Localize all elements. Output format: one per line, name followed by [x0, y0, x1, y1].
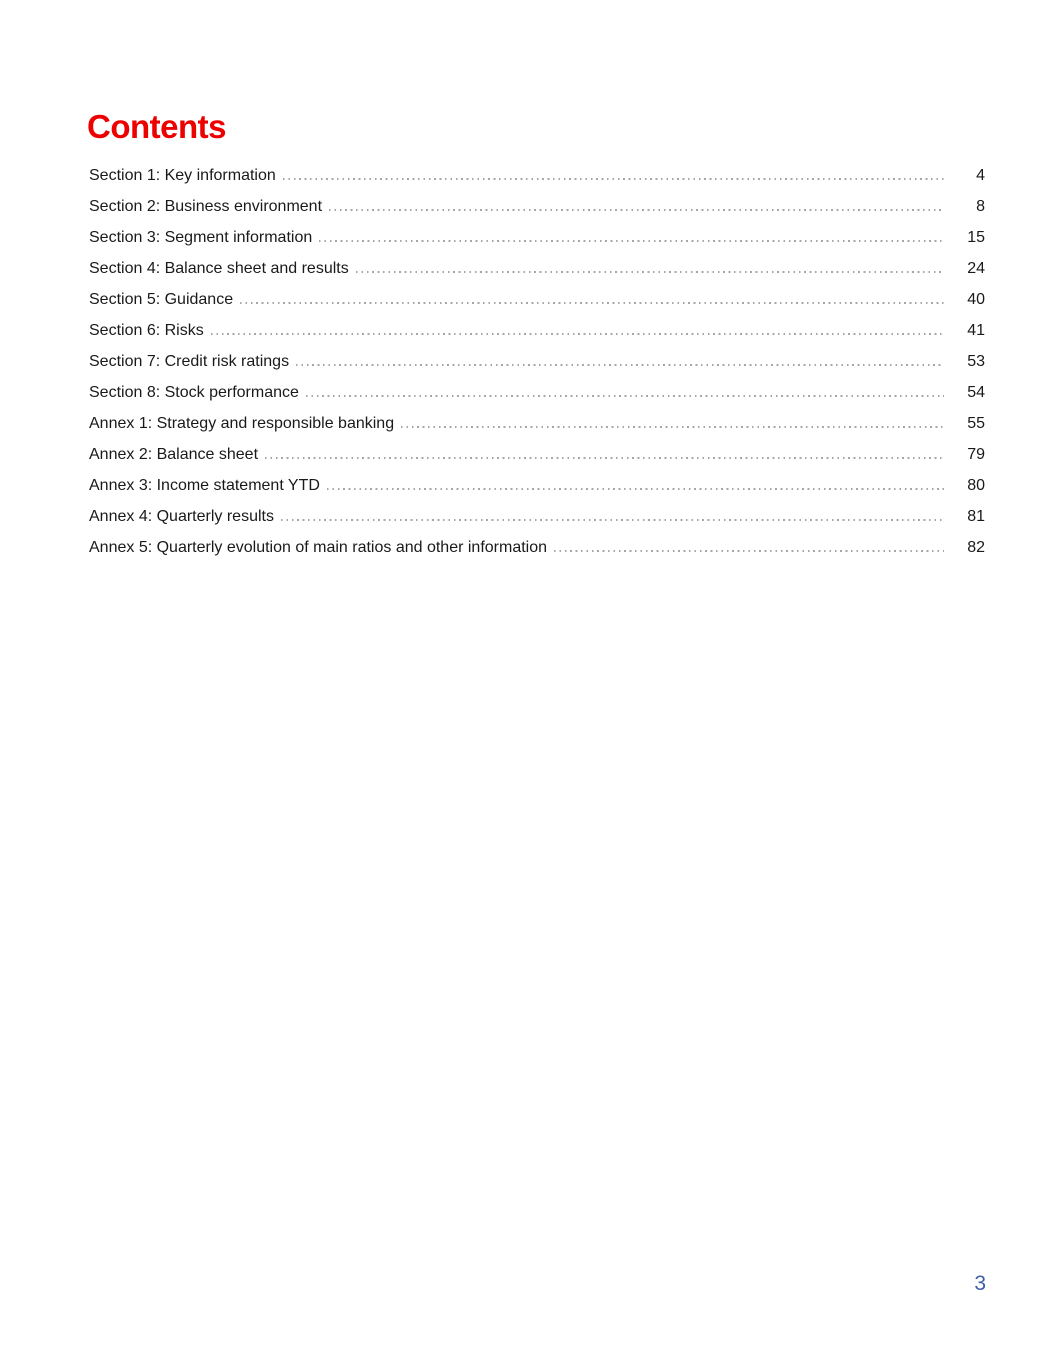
- toc-entry[interactable]: [89, 198, 985, 229]
- toc-entry-page: 81: [967, 508, 985, 525]
- toc-entry-label: Section 5: Guidance: [89, 291, 234, 308]
- toc-entry-label: Annex 5: Quarterly evolution of main ratios and other information: [89, 539, 548, 556]
- toc-entry-label: Annex 3: Income statement YTD: [89, 477, 320, 494]
- toc-entry-page: 24: [967, 260, 985, 277]
- toc-entry[interactable]: [89, 415, 985, 446]
- toc-entry-page: 54: [967, 384, 985, 401]
- toc-entry[interactable]: [89, 291, 985, 322]
- toc-entry-label: Section 1: Key information: [89, 167, 276, 184]
- table-of-contents: [89, 167, 985, 570]
- dot-leader: [401, 426, 944, 428]
- toc-entry[interactable]: [89, 260, 985, 291]
- dot-leader: [240, 302, 944, 304]
- toc-entry[interactable]: [89, 384, 985, 415]
- dot-leader: [327, 488, 944, 490]
- toc-entry-page: 55: [967, 415, 985, 432]
- toc-entry[interactable]: [89, 446, 985, 477]
- toc-entry-label: Section 7: Credit risk ratings: [89, 353, 290, 370]
- toc-entry[interactable]: [89, 508, 985, 539]
- toc-entry-label: Section 4: Balance sheet and results: [89, 260, 349, 277]
- toc-entry-label: Section 6: Risks: [89, 322, 204, 339]
- dot-leader: [356, 271, 944, 273]
- toc-entry-label: Annex 1: Strategy and responsible banking: [89, 415, 395, 432]
- toc-entry-label: Annex 2: Balance sheet: [89, 446, 259, 463]
- toc-entry-page: 41: [967, 322, 985, 339]
- toc-entry-page: 8: [976, 198, 985, 215]
- toc-entry-label: Annex 4: Quarterly results: [89, 508, 274, 525]
- dot-leader: [554, 550, 944, 552]
- toc-entry-page: 15: [967, 229, 985, 246]
- toc-entry-page: 40: [967, 291, 985, 308]
- toc-entry[interactable]: [89, 322, 985, 353]
- toc-entry[interactable]: [89, 229, 985, 260]
- toc-entry-page: 79: [967, 446, 985, 463]
- dot-leader: [283, 178, 944, 180]
- footer-page-number: 3: [974, 1272, 986, 1295]
- toc-entry-page: 53: [967, 353, 985, 370]
- page-title: Contents: [87, 108, 226, 145]
- dot-leader: [319, 240, 944, 242]
- dot-leader: [329, 209, 944, 211]
- dot-leader: [306, 395, 944, 397]
- toc-entry[interactable]: [89, 477, 985, 508]
- toc-entry[interactable]: [89, 167, 985, 198]
- toc-entry-page: 4: [976, 167, 985, 184]
- dot-leader: [265, 457, 944, 459]
- dot-leader: [281, 519, 944, 521]
- toc-entry[interactable]: [89, 539, 985, 570]
- toc-entry-label: Section 3: Segment information: [89, 229, 313, 246]
- dot-leader: [211, 333, 944, 335]
- toc-entry[interactable]: [89, 353, 985, 384]
- toc-entry-label: Section 8: Stock performance: [89, 384, 299, 401]
- toc-entry-label: Section 2: Business environment: [89, 198, 323, 215]
- toc-entry-page: 80: [967, 477, 985, 494]
- dot-leader: [296, 364, 944, 366]
- toc-entry-page: 82: [967, 539, 985, 556]
